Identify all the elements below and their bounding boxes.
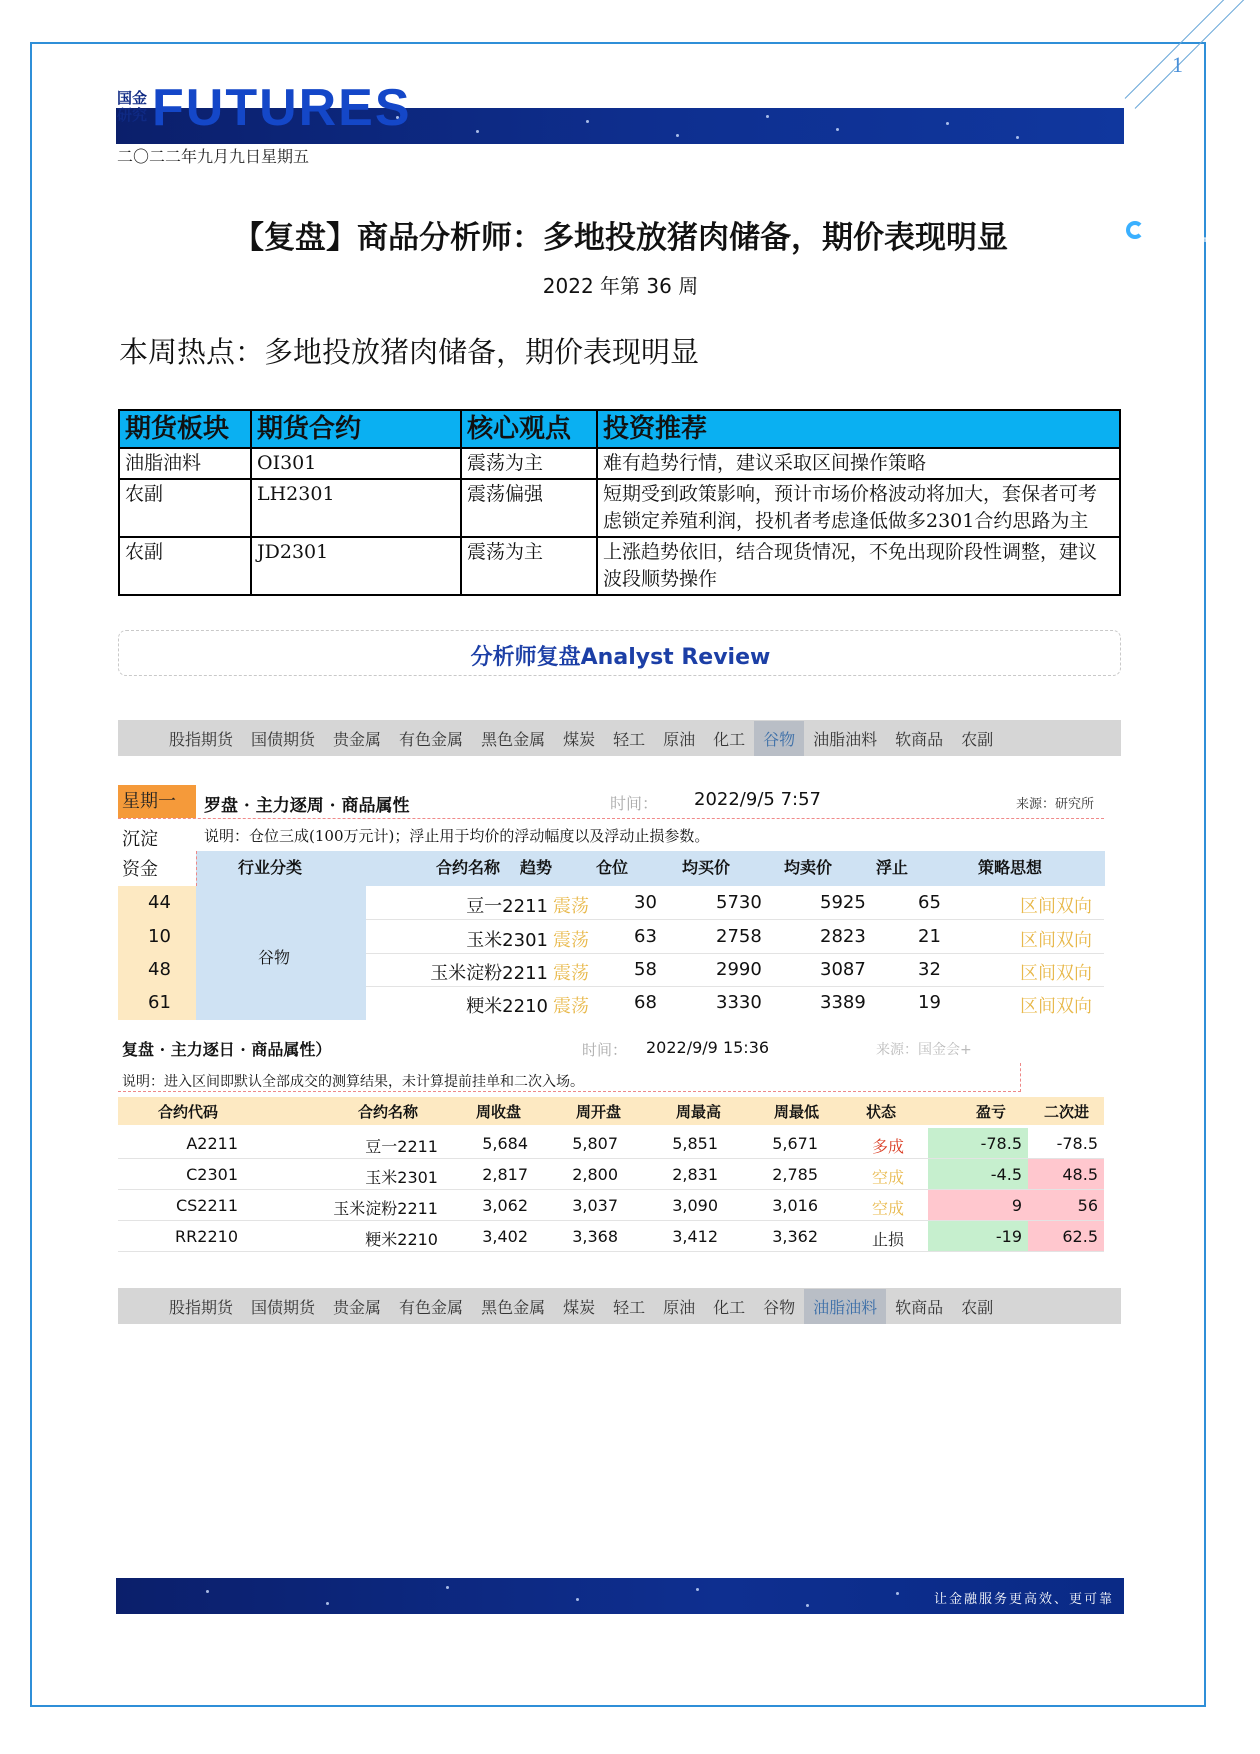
nav-item[interactable]: 国债期货 (251, 729, 316, 749)
daily-title: 复盘 · 主力逐日 · 商品属性） (122, 1040, 332, 1059)
daily-time: 2022/9/9 15:36 (646, 1038, 770, 1057)
nav-item[interactable]: 贵金属 (333, 1297, 382, 1317)
page-number: 1 (1172, 52, 1183, 77)
report-title: 【复盘】商品分析师：多地投放猪肉储备，期价表现明显 (233, 220, 1008, 256)
header-cell: 核心观点 (461, 410, 597, 448)
recommendation-table (118, 409, 1121, 596)
footer-banner (116, 1578, 1124, 1614)
category-nav (118, 1288, 1121, 1324)
daily-source: 来源：国金会+ (876, 1042, 972, 1058)
category-name: 谷物 (258, 948, 291, 967)
nav-item[interactable]: 黑色金属 (481, 1297, 546, 1317)
nav-item[interactable]: 化工 (713, 729, 746, 749)
weekly-hotspot: 本周热点：多地投放猪肉储备，期价表现明显 (119, 335, 700, 369)
nav-item[interactable]: 农副 (961, 1297, 994, 1317)
day-label: 星期一 (118, 785, 196, 818)
header-cell: 期货板块 (119, 410, 251, 448)
report-date: 二〇二二年九月九日星期五 (117, 147, 310, 166)
weekly-source: 来源：研究所 (1016, 797, 1095, 812)
nav-item[interactable]: 贵金属 (333, 729, 382, 749)
nav-item[interactable]: 轻工 (613, 729, 646, 749)
nav-item[interactable]: 软商品 (895, 1297, 944, 1317)
weekly-time: 2022/9/5 7:57 (694, 789, 821, 810)
review-title: 分析师复盘Analyst Review (470, 645, 771, 670)
nav-item[interactable]: 化工 (713, 1297, 746, 1317)
nav-item[interactable]: 股指期货 (169, 729, 234, 749)
nav-item[interactable]: 油脂油料 (813, 729, 878, 749)
category-nav (118, 720, 1121, 756)
nav-item[interactable]: 原油 (663, 729, 696, 749)
nav-item-active[interactable]: 谷物 (754, 721, 804, 756)
company-logo: 国金期货 SINOLINK FUTURES (1126, 221, 1150, 319)
nav-item[interactable]: 国债期货 (251, 1297, 316, 1317)
weekly-title: 罗盘 · 主力逐周 · 商品属性 (204, 796, 410, 816)
nav-item-active[interactable]: 油脂油料 (804, 1289, 886, 1324)
nav-item[interactable]: 煤炭 (563, 1297, 596, 1317)
nav-item[interactable]: 黑色金属 (481, 729, 546, 749)
brand-small: 国金 研究 (117, 90, 148, 124)
daily-note: 说明：进入区间即默认全部成交的测算结果，未计算提前挂单和二次入场。 (122, 1074, 584, 1090)
nav-item[interactable]: 股指期货 (169, 1297, 234, 1317)
nav-item[interactable]: 农副 (961, 729, 994, 749)
header-cell: 期货合约 (251, 410, 461, 448)
nav-item[interactable]: 有色金属 (399, 1297, 464, 1317)
table-row: 农副 JD2301 震荡为主 上涨趋势依旧，结合现货情况，不免出现阶段性调整，建议波段顺势操作 (119, 537, 1120, 595)
weekly-note: 说明：仓位三成(100万元计)；浮止用于均价的浮动幅度以及浮动止损参数。 (204, 827, 710, 845)
nav-item[interactable]: 原油 (663, 1297, 696, 1317)
nav-item[interactable]: 谷物 (763, 1297, 796, 1317)
table-row: 油脂油料 OI301 震荡为主 难有趋势行情，建议采取区间操作策略 (119, 448, 1120, 479)
header-cell: 投资推荐 (597, 410, 1120, 448)
report-week: 2022 年第 36 周 (542, 274, 699, 298)
table-header-row (119, 410, 1120, 448)
nav-item[interactable]: 有色金属 (399, 729, 464, 749)
footer-slogan: 让金融服务更高效、更可靠 (933, 1592, 1114, 1607)
nav-item[interactable]: 煤炭 (563, 729, 596, 749)
nav-item[interactable]: 软商品 (895, 729, 944, 749)
nav-item[interactable]: 轻工 (613, 1297, 646, 1317)
table-row: 农副 LH2301 震荡偏强 短期受到政策影响，预计市场价格波动将加大，套保者可考虑锁定养殖利润，投机者考虑逢低做多2301合约思路为主 (119, 479, 1120, 537)
brand-futures: FUTURES (152, 79, 412, 137)
